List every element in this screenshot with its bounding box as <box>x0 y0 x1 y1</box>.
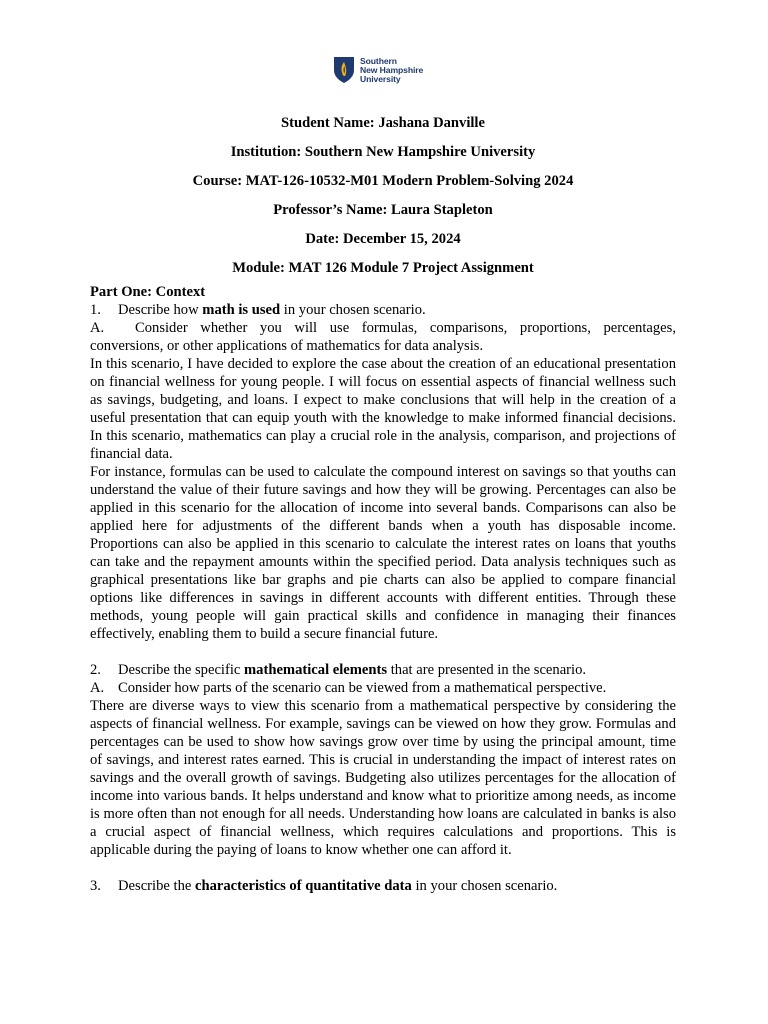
subpoint-text: Consider whether you will use formulas, comparisons, proportions, percentages, conversions, or other applications of mathematics for data analysis. <box>90 320 676 354</box>
question-3 <box>90 877 676 895</box>
question-1-subpoint <box>90 319 676 355</box>
logo-line-1: Southern <box>360 55 397 66</box>
paragraph: For instance, formulas can be used to calculate the compound interest on savings so that youths can understand the value of their future savings and how they will be growing. Percentages can also be applied in this scenario for the allocation of income into several bands. Comparisons can also be applied here for adjustments of the different bands when a youth has disposable income. Proportions can also be applied in this scenario to calculate the interest rates on loans that youths can take and the repayment amounts within the specified period. Data analysis techniques such as graphical presentations like bar graphs and pie charts can also be applied to compare financial options like differences in savings in different accounts with different entities. Through these methods, young people will gain practical skills and confidence in managing their finances effectively, enabling them to build a secure financial future. <box>90 464 676 642</box>
logo-line-2: New Hampshire <box>360 64 424 75</box>
logo-wordmark <box>360 57 423 84</box>
subpoint-label: A. <box>90 320 105 336</box>
paragraph: In this scenario, I have decided to explore the case about the creation of an educational presentation on financial wellness for young people. I will focus on essential aspects of financial wellness such as savings, budgeting, and loans. I expect to make conclusions that will help in the creation of a useful presentation that can equip youth with the knowledge to make informed financial decisions. In this scenario, mathematics can play a crucial role in the analysis, comparison, and projections of financial data. <box>90 356 676 462</box>
university-logo <box>333 56 423 84</box>
question-1 <box>90 301 676 319</box>
institution: Institution: Southern New Hampshire University <box>230 144 536 160</box>
document-body <box>90 283 676 895</box>
question-number: 2. <box>90 662 101 678</box>
title-block <box>90 114 676 288</box>
question-2 <box>90 661 676 679</box>
snhu-shield-icon <box>333 56 355 84</box>
section-heading: Part One: Context <box>90 284 206 300</box>
paragraph: There are diverse ways to view this scenario from a mathematical perspective by considering the aspects of financial wellness. For example, savings can be viewed on how they grow. Formulas and percentages can be used to show how savings grow over time by using the principal amount, time of savings, and interest rates earned. This is crucial in understanding the impact of interest rates on savings and the overall growth of savings. Budgeting also utilizes percentages for the allocation of income into various bands. It helps understand and know what to prioritize among needs, as income is more often than not enough for all needs. Understanding how loans are calculated in banks is also a crucial aspect of financial wellness, which requires calculations and proportions. This is applicable during the paying of loans to know whether one can afford it. <box>90 698 676 858</box>
date: Date: December 15, 2024 <box>305 231 461 247</box>
professor-name: Professor’s Name: Laura Stapleton <box>273 202 493 218</box>
student-name: Student Name: Jashana Danville <box>281 115 485 131</box>
question-text: Describe how math is used in your chosen scenario. <box>118 302 426 318</box>
question-number: 3. <box>90 878 101 894</box>
course: Course: MAT-126-10532-M01 Modern Problem-Solving 2024 <box>192 173 574 189</box>
question-text: Describe the characteristics of quantitative data in your chosen scenario. <box>118 878 558 894</box>
module: Module: MAT 126 Module 7 Project Assignment <box>232 260 534 276</box>
question-text: Describe the specific mathematical elements that are presented in the scenario. <box>118 662 587 678</box>
logo-line-3: University <box>360 73 401 84</box>
subpoint-label: A. <box>90 680 105 696</box>
subpoint-text: Consider how parts of the scenario can be viewed from a mathematical perspective. <box>118 680 607 696</box>
question-2-subpoint <box>90 679 676 697</box>
question-number: 1. <box>90 302 101 318</box>
